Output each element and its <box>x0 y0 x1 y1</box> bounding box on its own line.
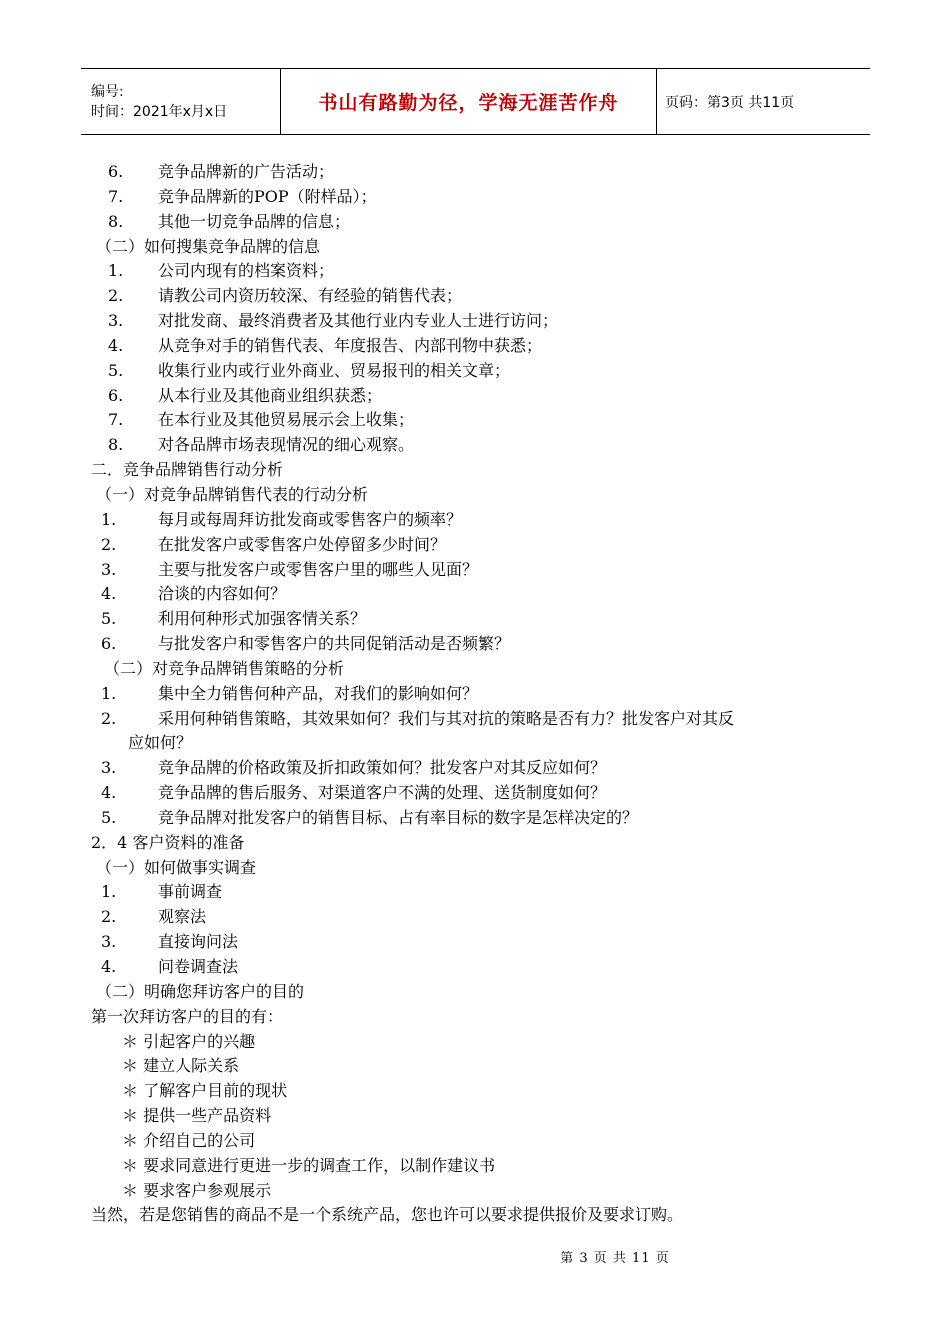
list-item <box>0 558 950 583</box>
list-item-number: 4. <box>101 957 117 976</box>
list-item <box>0 210 950 235</box>
line-text: ＊ 提供一些产品资料 <box>122 1106 272 1126</box>
list-item-text: 竞争品牌新的POP（附样品）； <box>158 186 377 206</box>
list-item-text: 集中全力销售何种产品，对我们的影响如何？ <box>158 683 479 703</box>
list-item <box>0 508 950 533</box>
list-item <box>0 781 950 806</box>
text-line <box>0 1154 950 1179</box>
list-item <box>0 359 950 384</box>
text-line <box>0 856 950 881</box>
list-item-text: 对批发商、最终消费者及其他行业内专业人士进行访问； <box>158 311 559 331</box>
list-item-text: 竞争品牌的价格政策及折扣政策如何？批发客户对其反应如何？ <box>158 758 607 778</box>
list-item <box>0 607 950 632</box>
text-line <box>0 1104 950 1129</box>
line-text: ＊ 介绍自己的公司 <box>122 1130 256 1150</box>
line-text: ＊ 要求客户参观展示 <box>122 1180 272 1200</box>
list-item <box>0 905 950 930</box>
list-item-number: 1. <box>101 509 117 529</box>
list-item-text: 收集行业内或行业外商业、贸易报刊的相关文章； <box>158 360 511 380</box>
list-item-number: 5. <box>101 609 117 629</box>
text-line <box>0 235 950 260</box>
list-item-number: 8. <box>108 435 124 455</box>
line-text: 2．4 客户资料的准备 <box>91 832 245 852</box>
line-text: ＊ 建立人际关系 <box>122 1056 240 1076</box>
list-item <box>0 955 950 980</box>
line-text: （二）明确您拜访客户的目的 <box>96 981 305 1001</box>
list-item-number: 2. <box>101 534 117 554</box>
list-item <box>0 582 950 607</box>
line-text: ＊ 引起客户的兴趣 <box>122 1031 256 1051</box>
list-item-text: 事前调查 <box>158 882 223 902</box>
list-item <box>0 756 950 781</box>
list-item-text: 与批发客户和零售客户的共同促销活动是否频繁？ <box>158 634 511 654</box>
list-item-text: 其他一切竞争品牌的信息； <box>158 211 351 231</box>
line-text: ＊ 要求同意进行更进一步的调查工作，以制作建议书 <box>122 1155 496 1175</box>
list-item-text: 请教公司内资历较深、有经验的销售代表； <box>158 286 463 306</box>
list-item-number: 7. <box>108 410 124 430</box>
list-item <box>0 384 950 409</box>
list-item-number: 4. <box>108 335 124 355</box>
document-body <box>0 160 950 1228</box>
text-line <box>0 1129 950 1154</box>
list-item <box>0 185 950 210</box>
list-item-text: 主要与批发客户或零售客户里的哪些人见面？ <box>158 559 479 579</box>
list-item-number: 5. <box>108 360 124 380</box>
text-line <box>0 458 950 483</box>
line-text: 二．竞争品牌销售行动分析 <box>91 460 284 480</box>
header-page-info <box>657 69 870 134</box>
list-item-number: 6. <box>108 385 124 405</box>
time-label: 时间：2021年x月x日 <box>91 103 228 120</box>
list-item <box>0 632 950 657</box>
list-item-text: 在本行业及其他贸易展示会上收集； <box>158 410 415 430</box>
text-line <box>0 1179 950 1204</box>
list-item <box>0 806 950 831</box>
text-line <box>0 657 950 682</box>
list-item-number: 7. <box>108 186 124 206</box>
line-text: ＊ 了解客户目前的现状 <box>122 1081 288 1101</box>
list-item-text: 竞争品牌的售后服务、对渠道客户不满的处理、送货制度如何？ <box>158 783 607 803</box>
list-item <box>0 309 950 334</box>
list-item <box>0 408 950 433</box>
list-item-text: 在批发客户或零售客户处停留多少时间？ <box>158 534 447 554</box>
list-item-text: 公司内现有的档案资料； <box>158 261 335 281</box>
list-item-number: 3. <box>101 932 117 952</box>
list-item-number: 2. <box>101 708 117 728</box>
list-item-text: 每月或每周拜访批发商或零售客户的频率？ <box>158 509 463 529</box>
list-item-number: 4. <box>101 783 117 803</box>
line-text: （一）对竞争品牌销售代表的行动分析 <box>96 484 369 504</box>
list-item <box>0 259 950 284</box>
page-label: 页码：第3页 共11页 <box>665 94 795 111</box>
page-footer <box>0 1247 950 1266</box>
list-item-number: 5. <box>101 807 117 827</box>
list-item <box>0 433 950 458</box>
line-text: 第一次拜访客户的目的有： <box>91 1006 284 1026</box>
line-text: （二）如何搜集竞争品牌的信息 <box>96 236 321 256</box>
list-item-text: 从竞争对手的销售代表、年度报告、内部刊物中获悉； <box>158 335 543 355</box>
text-line <box>0 1005 950 1030</box>
text-line <box>0 1079 950 1104</box>
list-item-text: 竞争品牌新的广告活动； <box>158 162 335 181</box>
list-item-number: 3. <box>108 311 124 331</box>
list-item-number: 1. <box>101 882 117 902</box>
line-text: 应如何？ <box>128 733 193 753</box>
list-item <box>0 533 950 558</box>
list-item-text: 问卷调查法 <box>158 957 239 976</box>
list-item <box>0 160 950 185</box>
list-item <box>0 682 950 707</box>
text-line <box>0 831 950 856</box>
header-motto <box>280 69 657 134</box>
list-item <box>0 284 950 309</box>
list-item-text: 采用何种销售策略，其效果如何？我们与其对抗的策略是否有力？批发客户对其反 <box>158 708 735 728</box>
list-item-text: 竞争品牌对批发客户的销售目标、占有率目标的数字是怎样决定的？ <box>158 807 639 827</box>
text-line <box>0 1030 950 1055</box>
motto-text: 书山有路勤为径，学海无涯苦作舟 <box>318 92 619 114</box>
list-item-number: 6. <box>108 162 124 181</box>
list-item-text: 对各品牌市场表现情况的细心观察。 <box>158 435 415 455</box>
list-item-number: 8. <box>108 211 124 231</box>
list-item-number: 1. <box>108 261 124 281</box>
list-item <box>0 930 950 955</box>
list-item <box>0 707 950 732</box>
list-item <box>0 880 950 905</box>
list-item-number: 1. <box>101 683 117 703</box>
list-item-text: 从本行业及其他商业组织获悉； <box>158 385 383 405</box>
text-line <box>0 1203 950 1228</box>
list-item-number: 3. <box>101 559 117 579</box>
list-item-text: 直接询问法 <box>158 932 239 952</box>
list-item-text: 利用何种形式加强客情关系？ <box>158 609 367 629</box>
list-item-number: 6. <box>101 634 117 654</box>
line-text: （一）如何做事实调查 <box>96 857 257 877</box>
serial-label: 编号: <box>91 83 124 100</box>
list-item-number: 4. <box>101 584 117 604</box>
list-item-text: 洽谈的内容如何？ <box>158 584 287 604</box>
list-item-number: 2. <box>101 907 117 927</box>
line-text: 当然，若是您销售的商品不是一个系统产品，您也许可以要求提供报价及要求订购。 <box>91 1205 684 1225</box>
line-text: （二）对竞争品牌销售策略的分析 <box>104 658 345 678</box>
text-line <box>0 483 950 508</box>
header-meta <box>81 69 280 134</box>
list-item-text: 观察法 <box>158 907 207 927</box>
text-line <box>0 980 950 1005</box>
text-line <box>0 731 950 756</box>
list-item-number: 2. <box>108 286 124 306</box>
text-line <box>0 1054 950 1079</box>
footer-page-number: 第 3 页 共 11 页 <box>560 1251 670 1266</box>
list-item <box>0 334 950 359</box>
list-item-number: 3. <box>101 758 117 778</box>
page-header <box>81 68 870 135</box>
